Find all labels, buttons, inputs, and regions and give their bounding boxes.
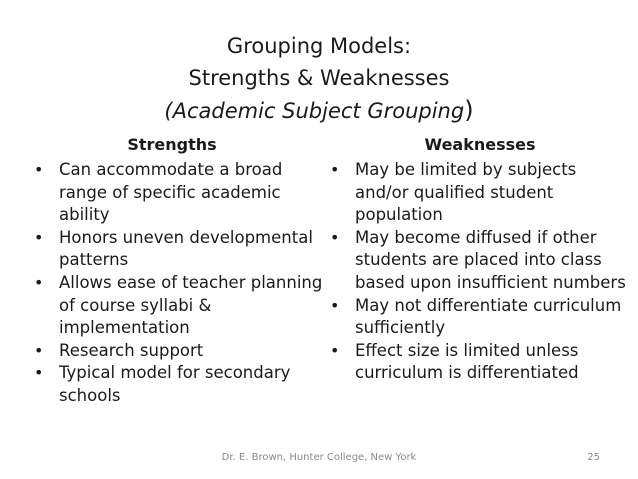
list-item-text: May not differentiate curriculum sufficiently [355,295,622,338]
list-item [330,340,630,385]
weaknesses-heading: Weaknesses [424,135,536,154]
list-item [330,227,630,295]
title-close-paren: ) [464,96,474,124]
list-item [34,362,324,407]
list-item-text: Effect size is limited unless curriculum is differentiated [355,340,579,383]
weaknesses-list [330,159,630,385]
bullet-icon: • [330,295,340,315]
list-item [330,159,630,227]
list-item [330,295,630,340]
list-item-text: May become diffused if other students are placed into class based upon insufficient numbers [355,227,626,292]
title-line-3 [0,94,638,127]
bullet-icon: • [330,340,340,360]
bullet-icon: • [330,160,340,179]
list-item-text: Allows ease of teacher planning of course syllabi & implementation [59,272,323,338]
strengths-column [34,134,324,408]
list-item-text: Honors uneven developmental patterns [59,227,313,270]
title-subtitle: (Academic Subject Grouping [164,99,465,123]
list-item-text: Research support [59,340,204,360]
list-item [34,272,324,340]
page-number: 25 [587,452,600,463]
list-item [34,340,324,363]
footer-credit: Dr. E. Brown, Hunter College, New York [221,452,417,463]
bullet-icon: • [34,340,44,360]
title-line-1: Grouping Models: [226,34,412,58]
weaknesses-column [330,134,630,385]
list-item [34,159,324,227]
strengths-heading: Strengths [127,135,217,154]
bullet-icon: • [34,363,44,383]
list-item-text: May be limited by subjects and/or qualified student population [355,160,577,225]
bullet-icon: • [34,272,44,292]
list-item-text: Typical model for secondary schools [59,363,291,405]
title-line-2: Strengths & Weaknesses [188,66,450,90]
bullet-icon: • [330,227,340,247]
bullet-icon: • [34,227,44,247]
list-item-text: Can accommodate a broad range of specific academic ability [59,160,283,225]
list-item [34,227,324,272]
slide-title [0,30,638,127]
bullet-icon: • [34,160,44,179]
strengths-list [34,159,324,408]
